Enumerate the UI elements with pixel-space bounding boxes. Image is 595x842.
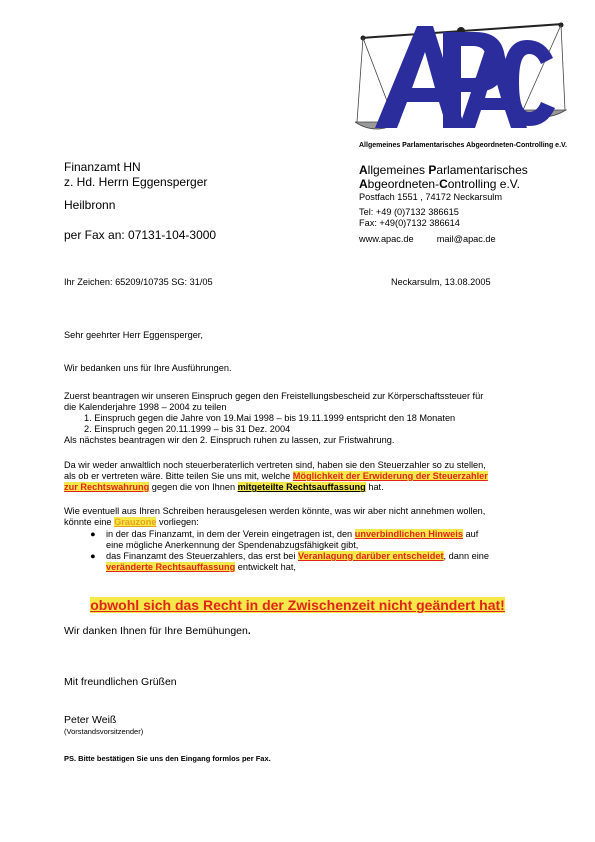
sender-mail[interactable]: mail@apac.de [436,234,496,244]
cap: A [359,177,368,191]
cap: A [359,163,368,177]
p2-line2: die Kalenderjahre 1998 – 2004 zu teilen [64,402,227,412]
sender-postfach: Postfach 1551 , 74172 Neckarsulm [359,192,502,202]
recipient-line2: z. Hd. Herrn Eggensperger [64,175,208,189]
paragraph-2 [64,391,534,446]
p2-line1: Zuerst beantragen wir unseren Einspruch gegen den Freistellungsbescheid zur Körperschaftssteuer für [64,391,484,401]
text: bgeordneten- [367,177,440,191]
reference-number: Ihr Zeichen: 65209/10735 SG: 31/05 [64,277,213,287]
thanks-line [64,625,251,637]
text: als ob er vertreten wäre. Bitte teilen Sie uns mit, welche [64,471,293,481]
sender-name-line1 [359,163,528,177]
bullet-icon: ● [90,529,96,539]
signer-role: (Vorstandsvorsitzender) [64,727,144,736]
closing-greeting: Mit freundlichen Grüßen [64,676,177,688]
sender-web[interactable]: www.apac.de [359,234,414,244]
emphasis-statement: obwohl sich das Recht in der Zwischenzeit nicht geändert hat! [90,597,505,613]
place-date: Neckarsulm, 13.08.2005 [391,277,491,287]
list-item-2: 2. Einspruch gegen 20.11.1999 – bis 31 Dez. 2004 [84,424,291,434]
highlight-grauzone: Grauzone [114,517,157,527]
recipient-line1: Finanzamt HN [64,160,141,174]
text: das Finanzamt des Steuerzahlers, das erst bei [106,551,299,561]
text: hat. [365,482,384,492]
text: , dann eine [443,551,489,561]
text: entwickelt hat, [235,562,296,572]
recipient-block [64,160,207,190]
text: ontrolling e.V. [447,177,521,191]
cap: P [428,163,437,177]
highlight-veranlagung: Veranlagung darüber entscheidet [298,551,444,561]
text: in der das Finanzamt, in dem der Verein eingetragen ist, den [106,529,355,539]
highlight-hinweis: unverbindlichen Hinweis [354,529,463,539]
text: Wir danken Ihnen für Ihre Bemühungen [64,625,248,637]
text: gegen die von Ihnen [149,482,238,492]
text: auf [462,529,479,539]
scales-of-justice-icon [355,18,567,156]
paragraph-4 [64,506,534,573]
highlight-rechtsauffassung: mitgeteilte Rechtsauffassung [237,482,366,492]
p3-line1: Da wir weder anwaltlich noch steuerberaterlich vertreten sind, haben sie den Steuerzahler so zu stellen, [64,460,486,470]
paragraph-3 [64,460,534,493]
bullet-2-line2 [106,562,534,573]
sender-block [359,163,528,245]
bullet-1 [64,529,534,551]
bullet-2-line1 [106,551,534,562]
list-item-1: 1. Einspruch gegen die Jahre von 19.Mai 1998 – bis 19.11.1999 entspricht den 18 Monaten [84,413,456,423]
sender-fax: Fax: +49(0)7132 386614 [359,218,460,228]
bullet-2 [64,551,534,573]
emphasis-row [0,597,595,615]
p4-line1: Wie eventuell aus Ihren Schreiben herausgelesen werden könnte, was wir aber nicht annehmen wollen, [64,506,486,516]
p3-line2 [64,471,534,482]
p2-line3: Als nächstes beantragen wir den 2. Einspruch ruhen zu lassen, zur Fristwahrung. [64,435,395,445]
text: vorliegen: [156,517,199,527]
highlight-erwiderung: Möglichkeit der Erwiderung der Steuerzahler [292,471,488,481]
cap: C [439,177,448,191]
p3-line3 [64,482,534,493]
bullet-1-line2: eine mögliche Anerkennung der Spendenabzugsfähigkeit gibt, [106,540,359,550]
sender-name-line2 [359,177,528,191]
p4-line2 [64,517,534,528]
signer-name: Peter Weiß [64,714,117,726]
postscript: PS. Bitte bestätigen Sie uns den Eingang formlos per Fax. [64,754,271,763]
text: könnte eine [64,517,115,527]
bullet-1-line1 [106,529,534,540]
recipient-fax: per Fax an: 07131-104-3000 [64,228,217,242]
paragraph-1: Wir bedanken uns für Ihre Ausführungen. [64,363,232,373]
highlight-rechtswahrung: zur Rechtswahrung [64,482,150,492]
salutation: Sehr geehrter Herr Eggensperger, [64,330,203,340]
text: llgemeines [367,163,429,177]
recipient-city: Heilbronn [64,198,116,212]
bullet-icon: ● [90,551,96,561]
sender-web-mail [359,234,528,245]
logo-subtitle: Allgemeines Parlamentarisches Abgeordneten-Controlling e.V. [359,142,567,149]
apac-logo [355,18,567,156]
sender-tel: Tel: +49 (0)7132 386615 [359,207,459,217]
text: . [247,625,251,637]
text: arlamentarisches [436,163,528,177]
highlight-veraenderte: veränderte Rechtsauffassung [106,562,236,572]
